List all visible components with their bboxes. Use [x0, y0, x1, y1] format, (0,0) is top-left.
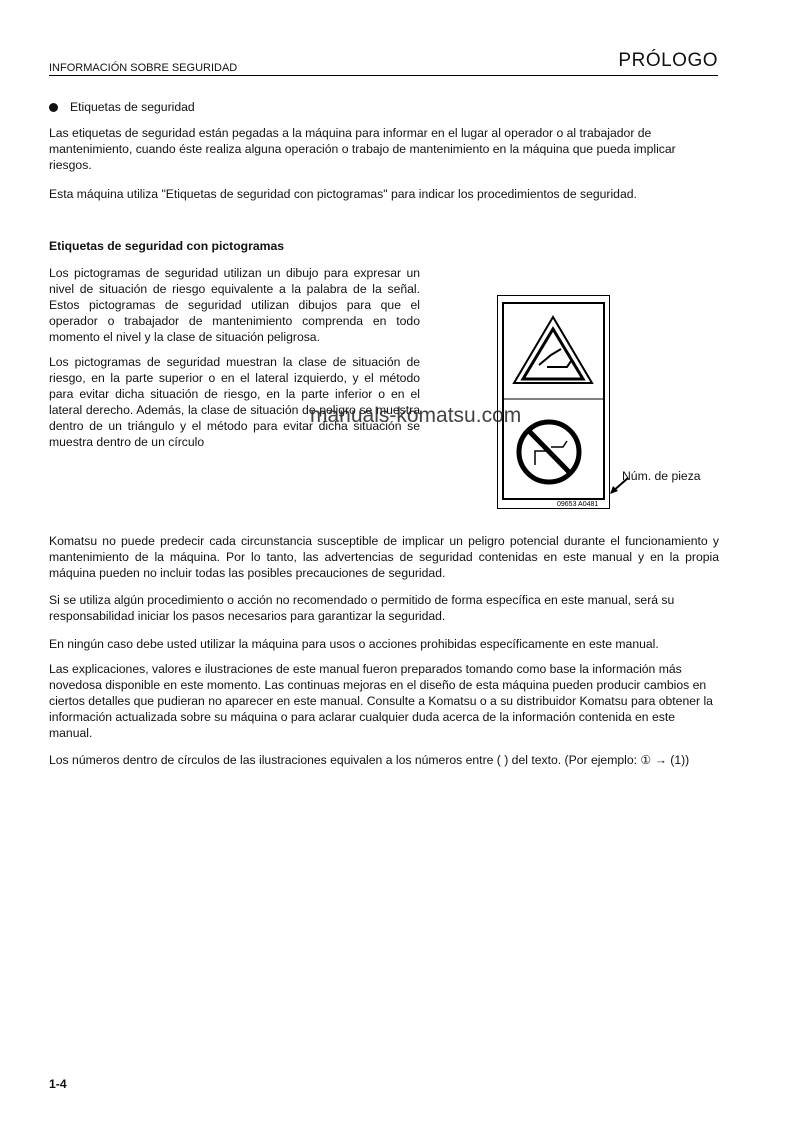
body-paragraph: Si se utiliza algún procedimiento o acción no recomendado o permitido de forma específica en este manual, será su responsabilidad iniciar los pasos necesarios para garantizar la seguridad.: [49, 593, 675, 623]
bullet-icon: [49, 103, 58, 112]
figure-caption: Núm. de pieza: [622, 469, 701, 483]
body-paragraph: Komatsu no puede predecir cada circunstancia susceptible de implicar un peligro potencial durante el funcionamiento y mantenimiento de la máquina. Por lo tanto, las advertencias de seguridad contenidas en este manual y en la propia máquina pueden no incluir todas las posibles precauciones de seguridad.: [49, 534, 719, 580]
column-paragraph: Los pictogramas de seguridad utilizan un dibujo para expresar un nivel de situación de riesgo equivalente a la palabra de la señal. Estos pictogramas de seguridad utilizan dibujos para que el operador o trabajador de mantenimiento comprenda en todo momento el nivel y la clase de situación peligrosa.: [49, 266, 420, 344]
body-paragraph: Las explicaciones, valores e ilustraciones de este manual fueron preparados tomando como base la información más novedosa disponible en este momento. Las continuas mejoras en el diseño de esta máquina pueden producir cambios en ciertos detalles que pudieran no aparecer en este manual. Consulte a Komatsu o a su distribuidor Komatsu para obtener la información actualizada sobre su máquina o para aclarar cualquier duda acerca de la información contenida en este manual.: [49, 662, 713, 740]
watermark: manuals-komatsu.com: [310, 404, 522, 427]
safety-label-figure: [497, 295, 612, 510]
part-code: 09653 A0481: [557, 501, 599, 508]
section-header: INFORMACIÓN SOBRE SEGURIDAD: [49, 62, 238, 74]
page-number: 1-4: [49, 1077, 67, 1091]
header-rule: [49, 75, 718, 76]
body-paragraph: En ningún caso debe usted utilizar la máquina para usos o acciones prohibidas específicamente en este manual.: [49, 637, 659, 651]
bullet-heading: [49, 99, 195, 115]
intro-paragraph: Esta máquina utiliza "Etiquetas de seguridad con pictogramas" para indicar los procedimientos de seguridad.: [49, 187, 637, 201]
chapter-header: PRÓLOGO: [618, 50, 718, 71]
column-paragraph: Los pictogramas de seguridad muestran la clase de situación de riesgo, en la parte superior o en el lateral izquierdo, y el método para evitar dicha situación de riesgo, en la parte inferior o en el lateral derecho. Además, la clase de situación de peligro se muestra dentro de un triángulo y el método para evitar dicha situación se muestra dentro de un círculo: [49, 355, 420, 449]
subheading: Etiquetas de seguridad con pictogramas: [49, 239, 285, 253]
body-paragraph: Los números dentro de círculos de las ilustraciones equivalen a los números entre ( ) del texto. (Por ejemplo: ① → (1)): [49, 753, 690, 767]
bullet-title: Etiquetas de seguridad: [70, 100, 195, 114]
intro-paragraph: Las etiquetas de seguridad están pegadas a la máquina para informar en el lugar al operador o al trabajador de mantenimiento, cuando éste realiza alguna operación o trabajo de mantenimiento en la máquina que pueda implicar riesgos.: [49, 126, 676, 172]
